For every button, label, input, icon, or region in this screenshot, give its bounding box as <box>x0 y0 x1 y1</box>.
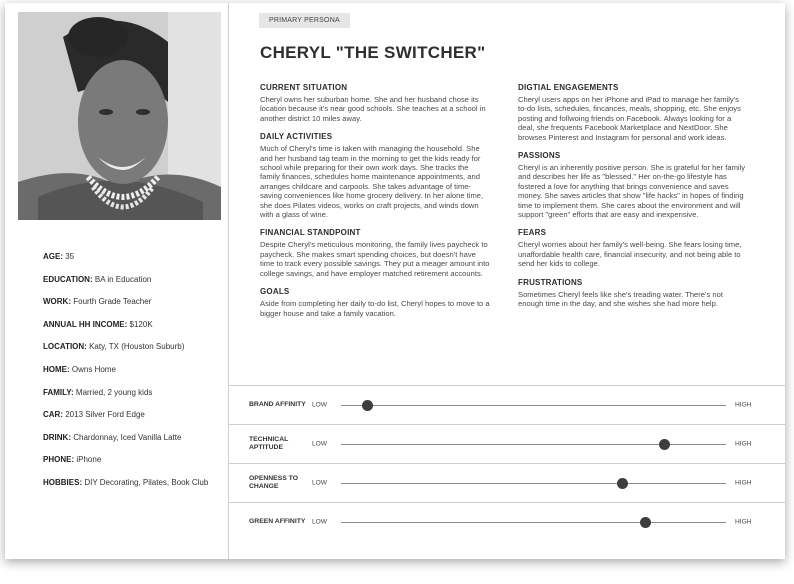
section-heading: GOALS <box>260 287 290 297</box>
section-heading: DAILY ACTIVITIES <box>260 132 333 142</box>
section-text: Aside from completing her daily to-do list, Cheryl hopes to move to a bigger house and take a family vacation. <box>260 299 490 318</box>
persona-card <box>5 3 785 559</box>
fact-income: ANNUAL HH INCOME: $120K <box>43 319 153 329</box>
slider-track <box>341 522 726 523</box>
persona-photo <box>18 12 221 220</box>
slider-track <box>341 483 726 484</box>
section-current-situation <box>260 83 490 123</box>
fact-education: EDUCATION: BA in Education <box>43 274 152 284</box>
section-text: Despite Cheryl's meticulous monitoring, the family lives paycheck to paycheck. She makes smart spending choices, but doesn't have time to track every possible savings. They put a meager amount into college savings, and have employer matched retirement accounts. <box>260 240 490 278</box>
page-title: CHERYL "THE SWITCHER" <box>260 43 486 62</box>
fact-list <box>43 251 218 500</box>
section-frustrations <box>518 278 748 309</box>
section-text: Cheryl users apps on her iPhone and iPad to manage her family's to-do lists, schedules, fincances, meals, shopping, etc. She enjoys posting and follwoing friends on Facebook. Always looking for a deal, she frequents Facebook Marketplace and NextDoor. She browses Pinterest and Instagram for personal and work ideas. <box>518 95 741 142</box>
fact-work: WORK: Fourth Grade Teacher <box>43 297 152 307</box>
fact-hobbies: HOBBIES: DIY Decorating, Pilates, Book Club <box>43 477 209 487</box>
section-heading: PASSIONS <box>518 151 561 161</box>
right-column <box>518 83 748 318</box>
section-daily-activities <box>260 132 490 219</box>
section-heading: DIGTIAL ENGAGEMENTS <box>518 83 619 92</box>
slider-label: TECHNICAL APTITUDE <box>249 436 289 451</box>
persona-tag: PRIMARY PERSONA <box>259 13 350 28</box>
slider-high-label: HIGH <box>735 518 752 526</box>
slider-high-label: HIGH <box>735 479 752 487</box>
slider-handle <box>617 478 628 489</box>
slider-track <box>341 444 726 445</box>
section-heading: FINANCIAL STANDPOINT <box>260 228 361 238</box>
slider-handle <box>640 517 651 528</box>
section-financial-standpoint <box>260 228 490 278</box>
slider-handle <box>362 400 373 411</box>
section-text: Cheryl is an inherently positive person. She is grateful for her family and describes her life as "blessed." Her on-the-go lifestyle has fostered a love for anything that brings convenience and saves money. She saves articles that show "life hacks" in hopes of finding time to implement them. She cares about the environment and will support "green" efforts that are easy and inexpensive. <box>518 163 746 220</box>
fact-location: LOCATION: Katy, TX (Houston Suburb) <box>43 342 185 352</box>
section-digital-engagements <box>518 83 748 142</box>
details-panel <box>229 3 785 559</box>
section-heading: CURRENT SITUATION <box>260 83 348 92</box>
slider-low-label: LOW <box>312 479 328 487</box>
section-text: Cheryl worries about her family's well-being. She fears losing time, unaffordable health care, financial insecurity, and not being able to send her kids to college. <box>518 240 742 269</box>
fact-drink: DRINK: Chardonnay, Iced Vanilla Latte <box>43 432 182 442</box>
slider-low-label: LOW <box>312 518 328 526</box>
slider-track <box>341 405 726 406</box>
section-heading: FRUSTRATIONS <box>518 277 583 287</box>
profile-panel <box>5 3 229 559</box>
section-heading: FEARS <box>518 228 547 238</box>
fact-phone: PHONE: iPhone <box>43 455 102 465</box>
slider-brand-affinity <box>229 386 785 425</box>
slider-high-label: HIGH <box>735 401 752 409</box>
left-column <box>260 83 490 327</box>
fact-age: AGE: 35 <box>43 252 75 261</box>
slider-label: BRAND AFFINITY <box>249 401 306 408</box>
section-text: Sometimes Cheryl feels like she's treading water. There's not enough time in the day, and she wishes she had more help. <box>518 289 723 309</box>
fact-home: HOME: Owns Home <box>43 364 116 374</box>
slider-high-label: HIGH <box>735 440 752 448</box>
slider-openness-to-change <box>229 464 785 503</box>
slider-green-affinity <box>229 503 785 541</box>
section-text: Much of Cheryl's time is taken with managing the household. She and her husband tag team in the morning to get the kids ready for school while preparing for their own work days. She tracks the family finances, schedules home maintenance appointments, and arranges childcare and carpools. She takes advantage of time-saving conveniences like home grocery delivery. In her alone time, she does Pilates videos, works on craft projects, and winds down with a glass of wine. <box>260 144 484 220</box>
slider-label: GREEN AFFINITY <box>249 518 306 525</box>
slider-low-label: LOW <box>312 440 328 448</box>
section-text: Cheryl owns her suburban home. She and her husband chose its location because it's near good schools. She teaches at a school in another district 10 miles away. <box>260 95 486 123</box>
section-passions <box>518 151 748 219</box>
fact-family: FAMILY: Married, 2 young kids <box>43 387 153 397</box>
slider-low-label: LOW <box>312 401 328 409</box>
slider-handle <box>659 439 670 450</box>
attribute-sliders <box>229 385 785 541</box>
slider-technical-aptitude <box>229 425 785 464</box>
section-fears <box>518 228 748 268</box>
fact-car: CAR: 2013 Silver Ford Edge <box>43 410 145 420</box>
slider-label: OPENNESS TO CHANGE <box>249 475 298 490</box>
section-goals <box>260 287 490 318</box>
